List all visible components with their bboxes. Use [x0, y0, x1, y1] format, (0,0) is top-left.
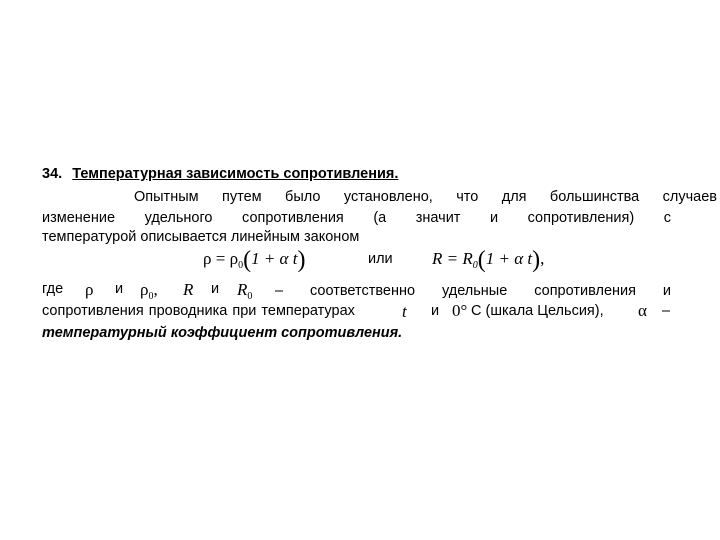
- paragraph-line-1: Опытным путем было установлено, что для большинства случаев: [134, 189, 717, 205]
- temps-celsius: С (шкала Цельсия),: [471, 303, 604, 319]
- temps-text: сопротивления проводника при температурах: [42, 303, 355, 319]
- temps-t: t: [402, 302, 407, 321]
- temps-dash: –: [662, 303, 671, 319]
- term-definition: температурный коэффициент сопротивления.: [42, 325, 403, 341]
- where-rho0-sub: 0: [148, 291, 154, 302]
- temps-zero-deg: 0°: [452, 301, 468, 320]
- where-R0-symbol: R: [237, 280, 248, 299]
- where-rho0-symbol: ρ: [140, 280, 149, 299]
- section-title: Температурная зависимость сопротивления.: [72, 166, 399, 182]
- temps-and: и: [431, 303, 440, 319]
- formula-rho-sub: 0: [238, 260, 244, 271]
- where-comma: ,: [153, 280, 158, 299]
- formula-comma: ,: [540, 249, 545, 268]
- formula-rho-lhs: ρ = ρ: [203, 249, 239, 268]
- where-rho0: [140, 280, 158, 302]
- where-R: R: [183, 280, 194, 299]
- where-rest: – соответственно удельные сопротивления и: [275, 283, 671, 299]
- formula-connector: или: [368, 251, 393, 267]
- where-word: где: [42, 281, 64, 297]
- formula-r-lhs: R = R: [432, 249, 473, 268]
- paragraph-line-2: изменение удельного сопротивления (а значит и сопротивления) с: [42, 210, 671, 226]
- where-R0-sub: 0: [247, 291, 253, 302]
- section-number: 34.: [42, 166, 63, 182]
- where-and-2: и: [211, 281, 220, 297]
- section-heading: [42, 166, 398, 182]
- paragraph-line-3: температурой описывается линейным законом: [42, 229, 360, 245]
- where-and-1: и: [115, 281, 124, 297]
- formula-rho-body: 1 + α t: [251, 249, 298, 268]
- where-R0: [237, 280, 252, 302]
- temps-alpha: α: [638, 301, 647, 320]
- formula-r-sub: 0: [472, 260, 478, 271]
- formula-r: $R = R_0(1 + \alpha$ t),: [432, 247, 545, 273]
- formula-r-body: 1 + α t: [485, 249, 533, 268]
- formula-rho: $\rho = \rho_0(1 + \alpha$ t): [203, 247, 306, 273]
- where-rho: ρ: [85, 280, 94, 299]
